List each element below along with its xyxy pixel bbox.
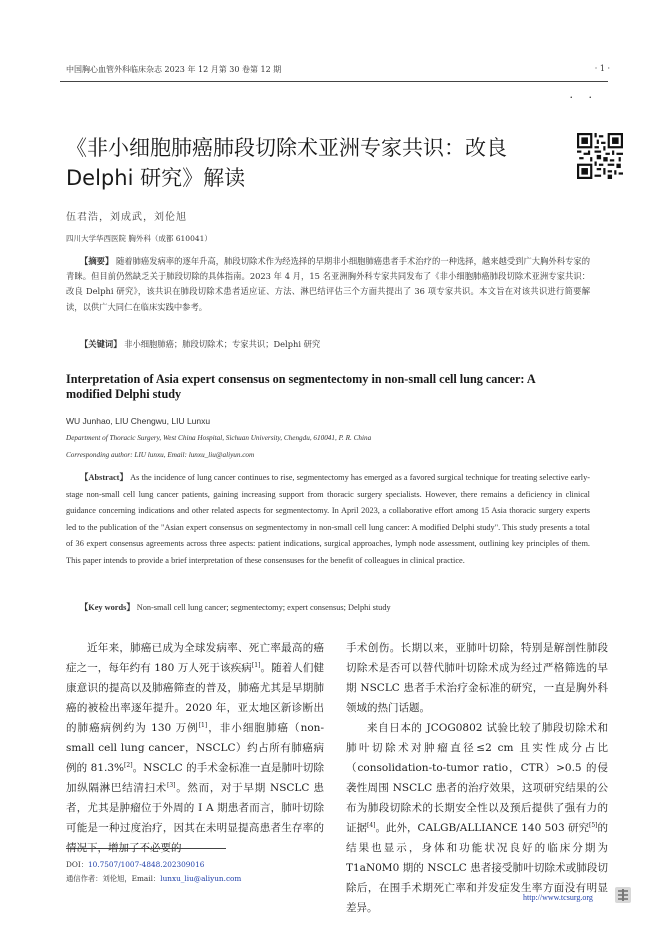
corresponding-author-footnote: 通信作者：刘伦旭，Email：lunxu_liu@aliyun.com xyxy=(66,874,242,883)
body-paragraph: 近年来，肺癌已成为全球发病率、死亡率最高的癌症之一，每年约有 180 万人死于该疾病[1]。随着人们健康意识的提高以及肺癌筛查的普及，肺癌尤其是早期肺癌的被检出率逐年提升。2020 年，亚太地区新诊断出的肺癌病例约为 130 万例[1]，非小细胞肺癌（non-small cell lung cancer，NSCLC）约占所有肺癌病例的 81.3%[2]。NSCLC 的手术金标准一直是肺叶切除加纵隔淋巴结清扫术[3]。然而，对于早期 NSCLC 患者，尤其是肿瘤位于外周的 Ⅰ A 期患者而言，肺叶切除可能是一种过度治疗，因其在未明显提高患者生存率的情况下，增加了不必要的 xyxy=(66,642,325,854)
footnote-rule xyxy=(66,848,226,849)
citation-link[interactable]: [1] xyxy=(251,662,261,669)
abstract-english xyxy=(66,470,590,569)
affiliation-chinese: 四川大学华西医院 胸外科（成都 610041） xyxy=(66,234,212,243)
body-paragraph: 来自日本的 JCOG0802 试验比较了肺段切除术和肺叶切除术对肿瘤直径≤2 cm 且实性成分占比（consolidation-to-tumor ratio，CTR）>0.5 的侵袭性周围 NSCLC 患者的治疗效果，这项研究结果的公布为肺段切除术的长期安全性以及预后提供了强有力的证据[4]。此外，CALGB/ALLIANCE 140 503 研究[5]的结果也显示，身体和功能状况良好的临床分期为 T1aN0M0 期的 NSCLC 患者接受肺叶切除术或肺段切除后，在围手术期死亡率和并发症发生率方面没有明显差异。 xyxy=(346,722,609,914)
email-link[interactable]: lunxu_liu@aliyun.com xyxy=(160,874,242,883)
abstract-text-en: As the incidence of lung cancer continues to rise, segmentectomy has emerged as a favored surgical technique for treating selective early-stage non-small cell lung cancer patients, gaining increasing support from thoracic surgery specialists. However, there remains a deficiency in clinical guidance concerning indications and other related aspects for segmentectomy. In April 2023, a collaborative effort among 15 Asia thoracic surgery experts led to the publication of the "Asian expert consensus on segmentectomy in non-small cell lung cancer: A modified Delphi study". This study presents a total of 36 expert consensus agreements across three aspects: patient indications, surgical approaches, lymph node assessment, outlining key principles of them. This paper intends to provide a brief interpretation of these consensuses for the benefit of colleagues in clinical practice. xyxy=(66,473,590,565)
header-dots: · · xyxy=(569,91,598,104)
title-english: Interpretation of Asia expert consensus on segmentectomy in non-small cell lung cancer: A modified Delphi study xyxy=(66,372,535,401)
abstract-label-en: 【Abstract】 xyxy=(80,473,128,482)
citation-link[interactable]: [2] xyxy=(124,762,133,769)
doi-line: DOI：10.7507/1007-4848.202309016 xyxy=(66,860,205,869)
body-column-right xyxy=(346,638,608,918)
header-rule xyxy=(60,81,608,82)
keywords-text-cn: 非小细胞肺癌；肺段切除术；专家共识；Delphi 研究 xyxy=(124,339,321,349)
citation-link[interactable]: [4] xyxy=(367,822,376,829)
keywords-text-en: Non-small cell lung cancer; segmentectomy; expert consensus; Delphi study xyxy=(136,603,391,612)
journal-logo-icon xyxy=(614,886,632,904)
keywords-label-cn: 【关键词】 xyxy=(80,339,122,349)
keywords-chinese xyxy=(80,338,580,350)
body-paragraph: 手术创伤。长期以来，亚肺叶切除，特别是解剖性肺段切除术是否可以替代肺叶切除术成为经过严格筛选的早期 NSCLC 患者手术治疗金标准的研究，一直是胸外科领域的热门话题。 xyxy=(346,642,608,714)
qr-code-icon xyxy=(577,133,623,179)
keywords-label-en: 【Key words】 xyxy=(80,603,135,612)
abstract-chinese xyxy=(66,254,590,315)
keywords-english xyxy=(80,601,600,613)
body-column-left xyxy=(66,638,324,858)
page-number: · 1 · xyxy=(594,64,610,73)
abstract-text-cn: 随着肺癌发病率的逐年升高，肺段切除术作为经选择的早期非小细胞肺癌患者手术治疗的一种选择，越来越受到广大胸外科专家的青睐。但目前仍然缺乏关于肺段切除的具体指南。2023 年 4 月，15 名亚洲胸外科专家共同发布了《非小细胞肺癌肺段切除术亚洲专家共识：改良 Delphi 研究》，该共识在肺段切除术患者适应证、方法、淋巴结评估三个方面共提出了 36 项专家共识。本文旨在对该共识进行简要解读，以供广大同仁在临床实践中参考。 xyxy=(66,256,590,312)
abstract-label-cn: 【摘要】 xyxy=(80,256,114,266)
doi-link[interactable]: 10.7507/1007-4848.202309016 xyxy=(88,860,205,869)
title-chinese: 《非小细胞肺癌肺段切除术亚洲专家共识：改良 Delphi 研究》解读 xyxy=(66,136,507,190)
running-head: 中国胸心血管外科临床杂志 2023 年 12 月第 30 卷第 12 期 xyxy=(66,65,282,74)
citation-link[interactable]: [5] xyxy=(589,822,598,829)
citation-link[interactable]: [1] xyxy=(198,722,208,729)
journal-website-link[interactable]: http://www.tcsurg.org xyxy=(523,893,593,902)
corresponding-author-english: Corresponding author: LIU lunxu, Email: lunxu_liu@aliyun.com xyxy=(66,451,255,459)
authors-chinese: 伍君浩，刘成武，刘伦旭 xyxy=(66,212,187,223)
authors-english: WU Junhao, LIU Chengwu, LIU Lunxu xyxy=(66,416,211,426)
affiliation-english: Department of Thoracic Surgery, West China Hospital, Sichuan University, Chengdu, 610041, P. R. China xyxy=(66,434,372,442)
citation-link[interactable]: [3] xyxy=(166,782,176,789)
